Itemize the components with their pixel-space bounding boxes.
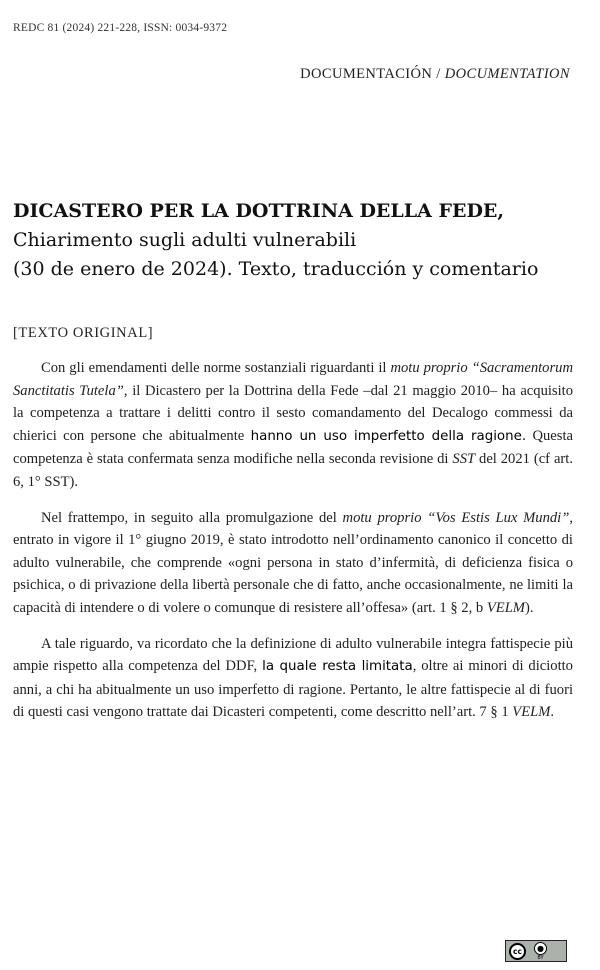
p2-text-e: ). [524,599,534,616]
by-attribution [534,942,547,961]
body-text [13,357,573,737]
p1-sst-title: “Sacramentorum Sanctitatis Tutela” [13,360,573,399]
paragraph-3 [13,633,573,724]
section-tag: [TEXTO ORIGINAL] [13,325,154,341]
person-icon: ● [534,942,547,955]
title-line-1: DICASTERO PER LA DOTTRINA DELLA FEDE, [13,200,505,222]
section-heading-es: DOCUMENTACIÓN / [300,66,445,82]
p3-highlight: la quale resta limitata [262,659,413,675]
cc-by-license-icon [505,940,567,962]
paragraph-2 [13,507,573,620]
p1-text-g: Questa competenza è stata confermata senza modifiche nella seconda revisione di [13,427,573,468]
p3-text-a: A tale riguardo, va ricordato che la definizione di adulto vulnerabile integra fattispecie più ampie rispetto alla competenza del DDF, [13,635,573,675]
p1-text-i: del 2021 (cf art. 6, 1° SST). [13,451,573,490]
section-heading-en: DOCUMENTATION [444,66,570,82]
p1-sst-abbrev: SST [452,451,476,468]
p2-text-a: Nel frattempo, in seguito alla promulgazione del [41,509,343,526]
cc-icon: cc [509,943,526,960]
article-title [13,197,583,284]
p3-text-c: , oltre ai minori di diciotto anni, a chi ha abitualmente un uso imperfetto di ragione. Pertanto, le altre fattispecie al di fuori di questi casi vengono trattate dai Dicasteri competenti, come descritto nell’art. 7 § 1 [13,658,573,721]
title-line-2: Chiarimento sugli adulti vulnerabili [13,229,357,251]
p1-motu-proprio: motu proprio [390,360,468,376]
p1-highlight: hanno un uso imperfetto della ragione. [250,428,527,444]
p3-velm-abbrev: VELM [512,704,551,721]
p2-velm-abbrev: VELM [486,599,525,616]
section-heading [300,66,570,83]
title-line-3: (30 de enero de 2024). Texto, traducción y comentario [13,258,539,280]
p1-text-e: , il Dicastero per la Dottrina della Fede –dal 21 maggio 2010– ha acquisito la competenza a trattare i delitti contro il sesto comandamento del Decalogo commessi da chierici con persone che abitualmente [13,382,574,444]
p2-text-c: , entrato in vigore il 1° giugno 2019, è stato introdotto nell’ordinamento canonico il concetto di adulto vulnerabile, che comprende «ogni persona in stato d’infermità, di deficienza fisica o psichica, o di privazione della libertà personale che di fatto, anche occasionalmente, ne limiti la capacità di intendere o di volere o comunque di resistere all’offesa» (art. 1 § 2, b [13,509,573,616]
running-head: REDC 81 (2024) 221-228, ISSN: 0034-9372 [13,22,228,34]
p2-motu-proprio-velm: motu proprio “Vos Estis Lux Mundi” [342,509,570,526]
by-label: BY [537,954,544,961]
p3-text-e: . [550,704,555,721]
paragraph-1 [13,357,573,494]
p1-text-a: Con gli emendamenti delle norme sostanziali riguardanti il [41,360,391,376]
